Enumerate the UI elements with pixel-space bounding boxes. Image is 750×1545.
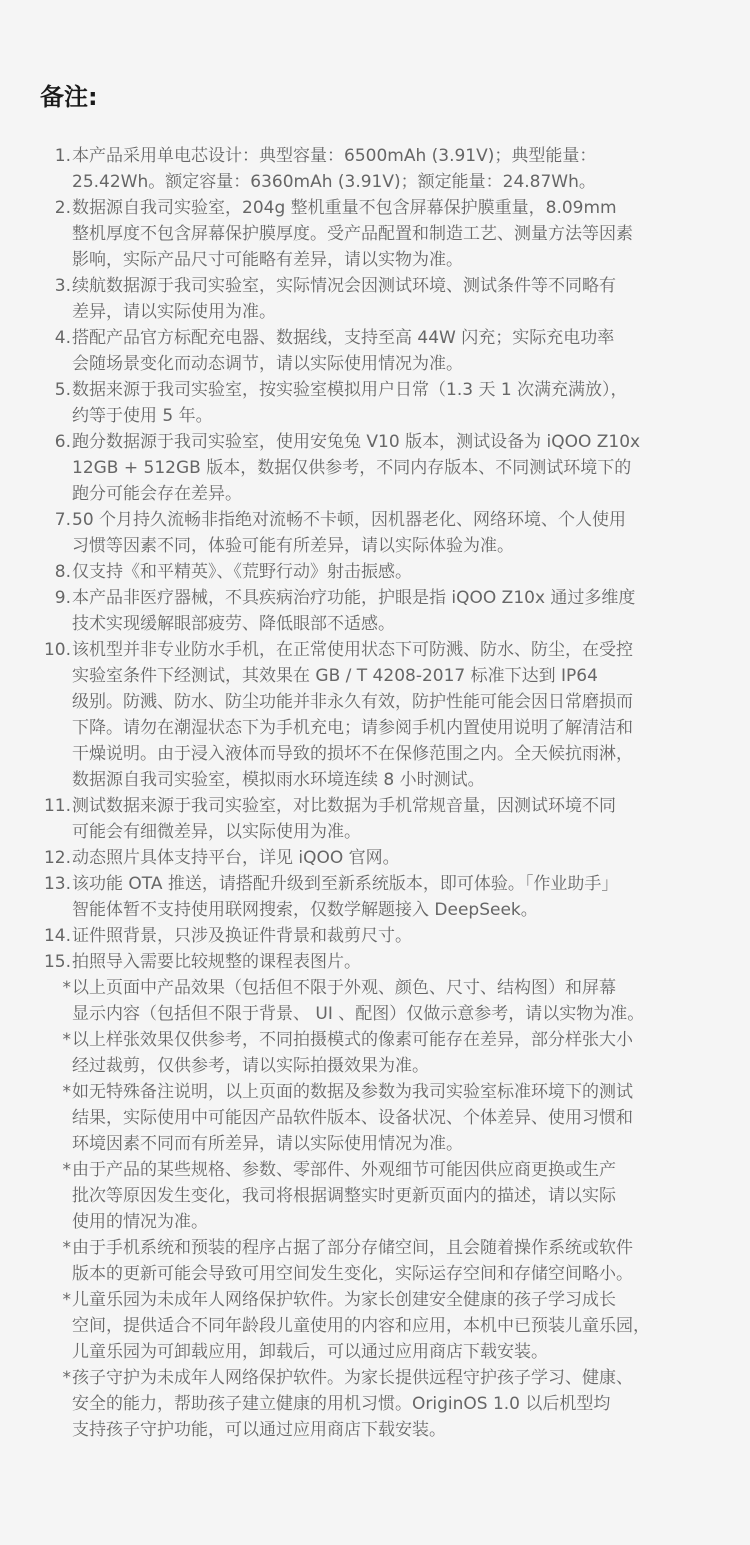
note-line: 50 个月持久流畅非指绝对流畅不卡顿，因机器老化、网络环境、个人使用 [72,510,627,530]
note-line: 动态照片具体支持平台，详见 iQOO 官网。 [72,848,400,868]
note-text [71,507,699,559]
note-item [34,845,699,871]
note-number: 12. [43,848,71,868]
note-line: 由于产品的某些规格、参数、零部件、外观细节可能因供应商更换或生产 [72,1160,616,1180]
note-line: 如无特殊备注说明，以上页面的数据及参数为我司实验室标准环境下的测试 [72,1082,633,1102]
note-line: 儿童乐园为未成年人网络保护软件。为家长创建安全健康的孩子学习成长 [72,1290,616,1310]
note-line: 干燥说明。由于浸入液体而导致的损坏不在保修范围之内。全天候抗雨淋， [72,744,633,764]
note-text [71,1027,699,1079]
note-text [71,949,699,975]
note-number: 13. [43,874,71,894]
asterisk-marker: * [62,1368,71,1388]
asterisk-marker: * [62,1030,71,1050]
note-line: 实验室条件下经测试，其效果在 GB / T 4208-2017 标准下达到 IP64 [72,666,598,686]
note-line: 证件照背景，只涉及换证件背景和裁剪尺寸。 [72,926,412,946]
note-line: 约等于使用 5 年。 [72,406,213,426]
disclaimer-item [34,1365,699,1443]
note-number: 15. [43,952,71,972]
asterisk-marker: * [62,1160,71,1180]
note-text [71,637,699,793]
note-number: 6. [54,432,71,452]
note-line: 结果，实际使用中可能因产品软件版本、设备状况、个体差异、使用习惯和 [72,1108,633,1128]
note-item [34,429,699,507]
note-item [34,871,699,923]
note-line: 习惯等因素不同，体验可能有所差异，请以实际体验为准。 [72,536,514,556]
note-line: 版本的更新可能会导致可用空间发生变化，实际运存空间和存储空间略小。 [72,1264,633,1284]
asterisk-marker: * [62,1082,71,1102]
note-text [71,585,699,637]
note-line: 数据来源于我司实验室，按实验室模拟用户日常（1.3 天 1 次满充满放）， [72,380,628,400]
note-text [71,1365,699,1443]
note-number: 8. [54,562,71,582]
note-line: 智能体暂不支持使用联网搜索，仅数学解题接入 DeepSeek。 [72,900,538,920]
note-number: 2. [54,198,71,218]
note-item [34,143,699,195]
note-text [71,923,699,949]
note-item [34,793,699,845]
note-line: 儿童乐园为可卸载应用，卸载后，可以通过应用商店下载安装。 [72,1342,548,1362]
note-line: 差异，请以实际使用为准。 [72,302,276,322]
note-line: 经过裁剪，仅供参考，请以实际拍摄效果为准。 [72,1056,429,1076]
note-line: 使用的情况为准。 [72,1212,208,1232]
note-item [34,923,699,949]
note-number: 5. [54,380,71,400]
note-item [34,949,699,975]
note-text [71,845,699,871]
note-text [71,325,699,377]
disclaimer-item [34,1287,699,1365]
note-item [34,195,699,273]
page-title: 备注: [40,83,98,111]
note-line: 搭配产品官方标配充电器、数据线，支持至高 44W 闪充；实际充电功率 [72,328,615,348]
note-line: 支持孩子守护功能，可以通过应用商店下载安装。 [72,1420,446,1440]
disclaimer-item [34,975,699,1027]
disclaimer-item [34,1027,699,1079]
note-line: 环境因素不同而有所差异，请以实际使用情况为准。 [72,1134,463,1154]
note-number: 14. [43,926,71,946]
note-line: 显示内容（包括但不限于背景、 UI 、配图）仅做示意参考，请以实物为准。 [72,1004,645,1024]
note-line: 整机厚度不包含屏幕保护膜厚度。受产品配置和制造工艺、测量方法等因素 [72,224,633,244]
note-number: 7. [54,510,71,530]
note-text [71,1287,699,1365]
note-item [34,559,699,585]
note-line: 续航数据源于我司实验室，实际情况会因测试环境、测试条件等不同略有 [72,276,616,296]
disclaimer-item [34,1235,699,1287]
note-line: 拍照导入需要比较规整的课程表图片。 [72,952,361,972]
note-text [71,1157,699,1235]
asterisk-marker: * [62,978,71,998]
note-line: 下降。请勿在潮湿状态下为手机充电；请参阅手机内置使用说明了解清洁和 [72,718,633,738]
note-line: 该机型并非专业防水手机，在正常使用状态下可防溅、防水、防尘，在受控 [72,640,633,660]
note-line: 可能会有细微差异，以实际使用为准。 [72,822,361,842]
note-number: 4. [54,328,71,348]
note-line: 仅支持《和平精英》、《荒野行动》射击振感。 [72,562,412,582]
note-text [71,273,699,325]
note-line: 以上页面中产品效果（包括但不限于外观、颜色、尺寸、结构图）和屏幕 [72,978,616,998]
note-line: 由于手机系统和预装的程序占据了部分存储空间，且会随着操作系统或软件 [72,1238,633,1258]
note-number: 9. [54,588,71,608]
note-number: 3. [54,276,71,296]
note-text [71,793,699,845]
note-text [71,143,699,195]
note-item [34,325,699,377]
note-line: 孩子守护为未成年人网络保护软件。为家长提供远程守护孩子学习、健康、 [72,1368,633,1388]
note-item [34,637,699,793]
note-item [34,507,699,559]
note-line: 安全的能力，帮助孩子建立健康的用机习惯。OriginOS 1.0 以后机型均 [72,1394,611,1414]
note-line: 批次等原因发生变化，我司将根据调整实时更新页面内的描述，请以实际 [72,1186,616,1206]
note-line: 12GB + 512GB 版本，数据仅供参考，不同内存版本、不同测试环境下的 [72,458,632,478]
note-line: 本产品采用单电芯设计：典型容量：6500mAh (3.91V)；典型能量： [72,146,597,166]
note-text [71,1235,699,1287]
note-text [71,377,699,429]
note-text [71,975,699,1027]
asterisk-marker: * [62,1238,71,1258]
note-number: 10. [43,640,71,660]
note-text [71,559,699,585]
disclaimer-item [34,1157,699,1235]
note-item [34,377,699,429]
note-number: 11. [43,796,71,816]
note-line: 跑分数据源于我司实验室，使用安兔兔 V10 版本，测试设备为 iQOO Z10x [72,432,641,452]
disclaimer-item [34,1079,699,1157]
note-item [34,273,699,325]
notes-list [34,143,699,1443]
note-text [71,1079,699,1157]
note-line: 本产品非医疗器械，不具疾病治疗功能，护眼是指 iQOO Z10x 通过多维度 [72,588,636,608]
note-text [71,195,699,273]
note-line: 影响，实际产品尺寸可能略有差异，请以实物为准。 [72,250,463,270]
note-line: 跑分可能会存在差异。 [72,484,242,504]
note-line: 技术实现缓解眼部疲劳、降低眼部不适感。 [72,614,395,634]
note-number: 1. [54,146,71,166]
note-line: 数据源自我司实验室，模拟雨水环境连续 8 小时测试。 [72,770,485,790]
note-line: 以上样张效果仅供参考，不同拍摄模式的像素可能存在差异，部分样张大小 [72,1030,633,1050]
asterisk-marker: * [62,1290,71,1310]
note-line: 25.42Wh。额定容量：6360mAh (3.91V)；额定能量：24.87Wh。 [72,172,596,192]
note-line: 空间，提供适合不同年龄段儿童使用的内容和应用，本机中已预装儿童乐园， [72,1316,650,1336]
note-text [71,429,699,507]
note-line: 测试数据来源于我司实验室，对比数据为手机常规音量，因测试环境不同 [72,796,616,816]
note-line: 数据源自我司实验室，204g 整机重量不包含屏幕保护膜重量，8.09mm [72,198,617,218]
note-line: 会随场景变化而动态调节，请以实际使用情况为准。 [72,354,463,374]
note-line: 该功能 OTA 推送，请搭配升级到至新系统版本，即可体验。「作业助手」 [72,874,619,894]
note-item [34,585,699,637]
note-line: 级别。防溅、防水、防尘功能并非永久有效，防护性能可能会因日常磨损而 [72,692,633,712]
note-text [71,871,699,923]
